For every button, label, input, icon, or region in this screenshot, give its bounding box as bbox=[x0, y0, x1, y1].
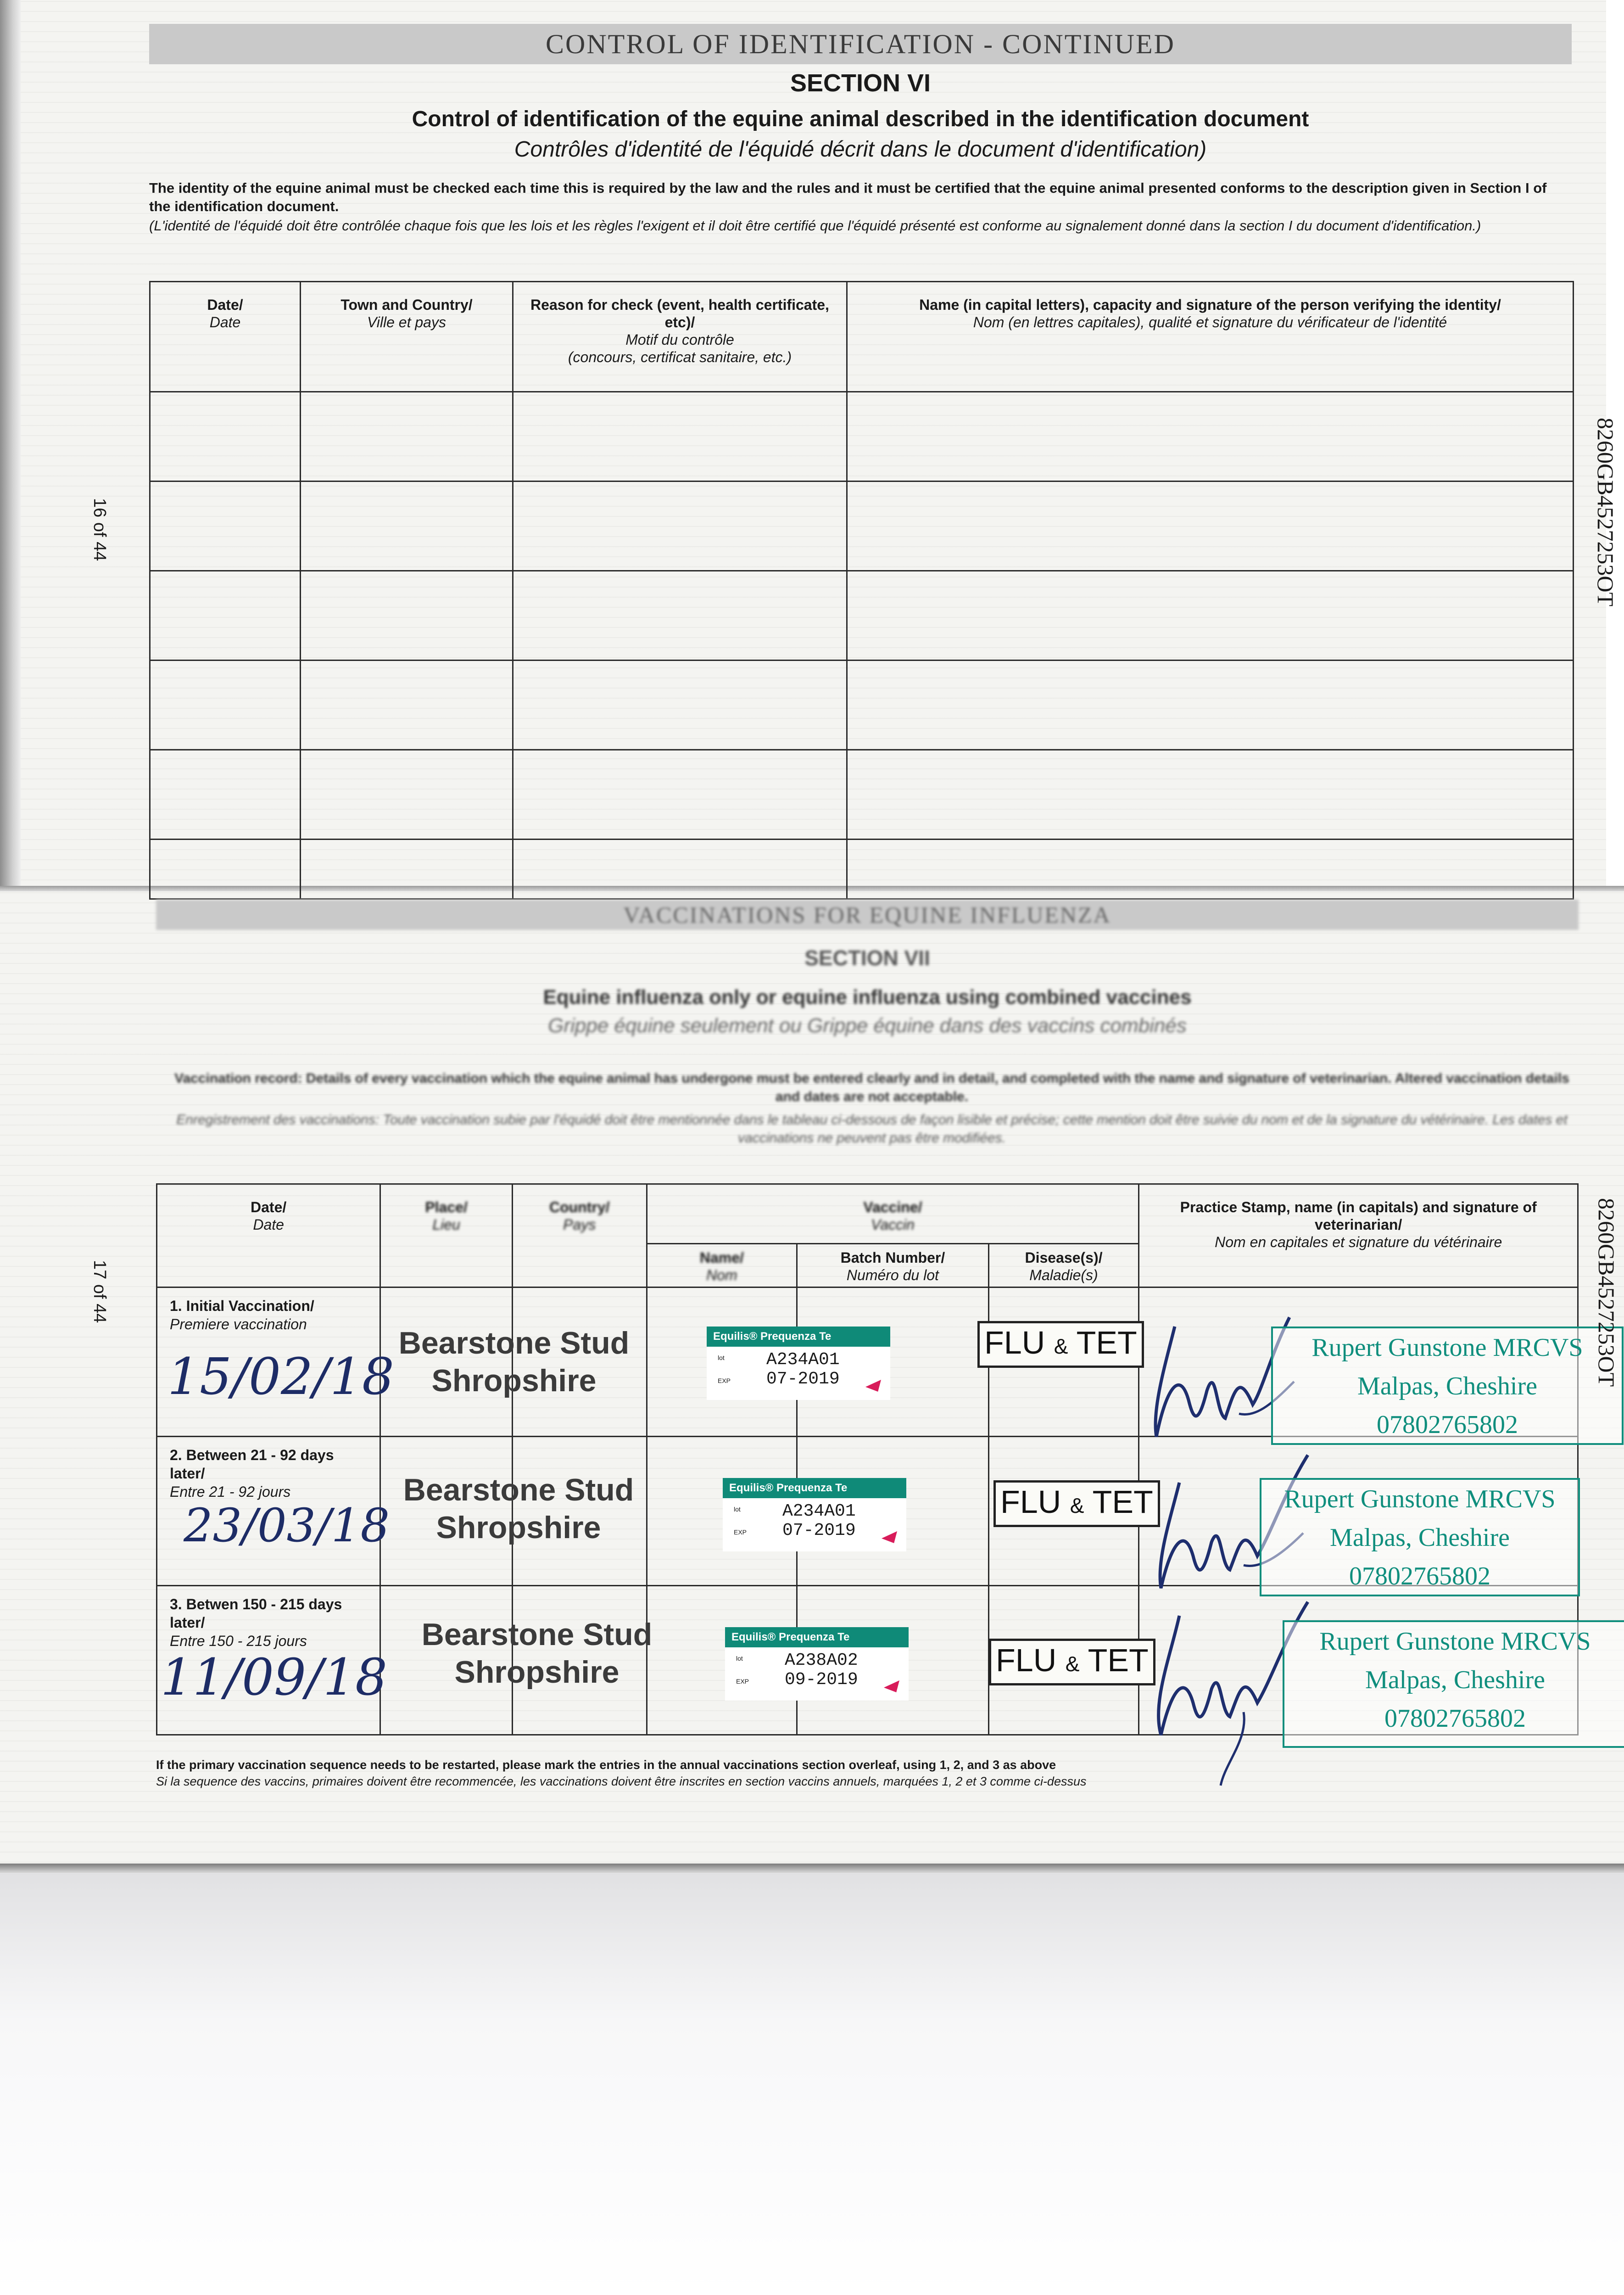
section-banner: VACCINATIONS FOR EQUINE INFLUENZA bbox=[156, 900, 1579, 930]
table-row bbox=[150, 481, 1574, 571]
identification-table bbox=[149, 281, 1574, 900]
document-number: 8260GB4527253OT bbox=[1593, 418, 1618, 607]
record-en: Vaccination record: Details of every vaccination which the equine animal has undergone must be entered clearly and in detail, and completed with the name and signature of veterinarian. Altered vaccination details and dates are not acceptable. bbox=[174, 1071, 1569, 1104]
table-row bbox=[150, 750, 1574, 840]
place-stamp: Bearstone Stud Shropshire bbox=[421, 1617, 653, 1690]
place-stamp: Bearstone Stud Shropshire bbox=[398, 1326, 630, 1398]
instructions-en: The identity of the equine animal must be checked each time this is required by the law and the rules and it must be certified that the equine animal presented conforms to the description given in Section I of the identification document. bbox=[149, 180, 1547, 214]
section-title: SECTION VII bbox=[804, 946, 930, 970]
table-row bbox=[150, 661, 1574, 750]
row-label-initial: 1. Initial Vaccination/ Premiere vaccination bbox=[170, 1298, 314, 1332]
header-date: Date/ Date bbox=[150, 282, 301, 392]
header-verifier: Name (in capital letters), capacity and signature of the person verifying the identity/ Nom (en lettres capitales), qualité et signature du vérificateur de l'identité bbox=[847, 282, 1574, 392]
instructions-fr: (L'identité de l'équidé doit être contrôlée chaque fois que les lois et les règles l'exigent et il doit être certifié que l'équidé présenté est conforme au signalement donné dans la section I du document d'identification.) bbox=[149, 218, 1481, 234]
disease-stamp: FLU & TET bbox=[993, 1480, 1160, 1527]
title-en: Control of identification of the equine animal described in the identification document bbox=[412, 107, 1309, 131]
row-label-third: 3. Betwen 150 - 215 days later/ Entre 150 - 215 jours bbox=[170, 1596, 342, 1649]
place-stamp: Bearstone Stud Shropshire bbox=[403, 1472, 634, 1545]
header-disease: Disease(s)/ Maladie(s) bbox=[988, 1244, 1139, 1287]
vet-practice-stamp: Rupert Gunstone MRCVS Malpas, Cheshire 07802765802 bbox=[1260, 1478, 1580, 1596]
disease-stamp: FLU & TET bbox=[989, 1639, 1155, 1685]
header-date: Date/ Date bbox=[157, 1184, 380, 1287]
handwritten-date: 11/09/18 bbox=[161, 1648, 388, 1707]
table-row bbox=[150, 392, 1574, 481]
title-en: Equine influenza only or equine influenza using combined vaccines bbox=[543, 986, 1192, 1008]
header-practice-stamp: Practice Stamp, name (in capitals) and signature of veterinarian/ Nom en capitales et signature du vétérinaire bbox=[1139, 1184, 1578, 1287]
title-fr: Grippe équine seulement ou Grippe équine dans des vaccins combinés bbox=[548, 1014, 1187, 1037]
book-spine bbox=[0, 0, 21, 895]
vet-practice-stamp: Rupert Gunstone MRCVS Malpas, Cheshire 07802765802 bbox=[1283, 1620, 1624, 1748]
page-number: 17 of 44 bbox=[90, 1260, 109, 1323]
header-country: Country/ Pays bbox=[512, 1184, 647, 1287]
footer-note-fr: Si la sequence des vaccins, primaires doivent être recommencée, les vaccinations doivent être inscrites en section vaccins annuels, marquées 1, 2 et 3 comme ci-dessus bbox=[156, 1774, 1087, 1788]
header-reason: Reason for check (event, health certificate, etc)/ Motif du contrôle (concours, certificat sanitaire, etc.) bbox=[513, 282, 847, 392]
document-number: 8260GB4527253OT bbox=[1594, 1198, 1619, 1387]
header-batch: Batch Number/ Numéro du lot bbox=[797, 1244, 988, 1287]
header-town-country: Town and Country/ Ville et pays bbox=[301, 282, 513, 392]
vet-practice-stamp: Rupert Gunstone MRCVS Malpas, Cheshire 07802765802 bbox=[1271, 1327, 1624, 1445]
vaccine-label: Equilis® Prequenza Te lot EXP A234A01 07-2019 bbox=[707, 1327, 890, 1400]
record-fr: Enregistrement des vaccinations: Toute vaccination subie par l'équidé doit être mentionnée dans le tableau ci-dessous de façon lisible et précise; cette mention doit être suivie du nom et de la signature du vétérinaire. Les dates et vaccinations ne peuvent pas être modifiées. bbox=[176, 1112, 1568, 1146]
vaccine-label: Equilis® Prequenza Te lot EXP A234A01 07-2019 bbox=[723, 1478, 906, 1551]
scanner-background bbox=[0, 1873, 1624, 2295]
vaccine-label: Equilis® Prequenza Te lot EXP A238A02 09-2019 bbox=[725, 1627, 909, 1701]
handwritten-date: 15/02/18 bbox=[167, 1347, 395, 1406]
footer-note-en: If the primary vaccination sequence needs to be restarted, please mark the entries in the annual vaccinations section overleaf, using 1, 2, and 3 as above bbox=[156, 1758, 1056, 1772]
title-fr: Contrôles d'identité de l'équidé décrit dans le document d'identification) bbox=[514, 137, 1207, 162]
handwritten-date: 23/03/18 bbox=[184, 1499, 390, 1552]
header-vaccine-name: Name/ Nom bbox=[647, 1244, 797, 1287]
section-banner: CONTROL OF IDENTIFICATION - CONTINUED bbox=[149, 24, 1572, 64]
header-vaccine: Vaccine/ Vaccin bbox=[647, 1184, 1139, 1244]
section-title: SECTION VI bbox=[790, 69, 931, 97]
page-number: 16 of 44 bbox=[90, 498, 109, 561]
disease-stamp: FLU & TET bbox=[977, 1321, 1144, 1368]
table-row bbox=[150, 840, 1574, 899]
header-place: Place/ Lieu bbox=[380, 1184, 513, 1287]
table-row bbox=[150, 571, 1574, 661]
row-label-second: 2. Between 21 - 92 days later/ Entre 21 - 92 jours bbox=[170, 1447, 334, 1500]
